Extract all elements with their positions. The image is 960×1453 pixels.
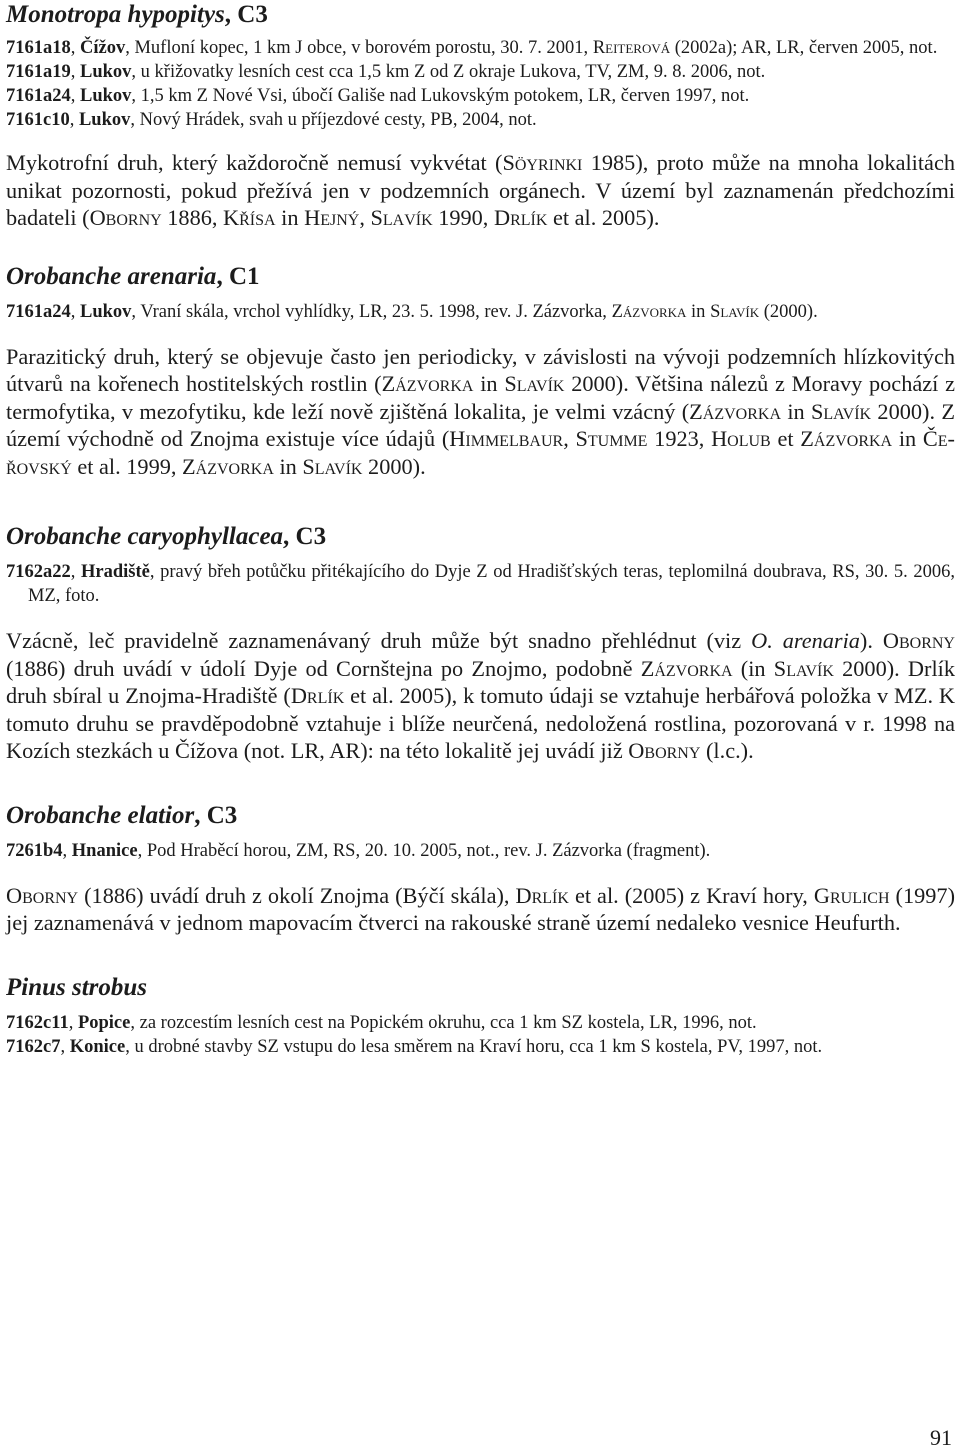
record-code: 7162a22 [6,562,71,582]
record: 7162a22, Hradiště, pravý břeh potůčku přitékajícího do Dyje Z od Hradišťských teras, teplomilná doubrava, RS, 30. 5. 2006, MZ, foto. [6,562,956,606]
text-run: 1923, [647,426,712,451]
record-place: Popice [77,1012,131,1033]
author-name: Slavík [370,205,433,230]
author-name: Zázvorka [640,655,733,681]
record-text: , Nový Hrádek, svah u příjezdové cesty, PB, 2004, not. [130,110,537,130]
species-name: Orobanche caryophyllacea [6,523,284,550]
record-code: 7162c7 [6,1036,61,1057]
text-run: (1997) jej zaznamenává v jednom mapovacím čtverci na rakouské straně území nedaleko vesnice Heufurth. [6,882,955,935]
body-paragraph [6,627,955,765]
text-run: 2000). Většina nálezů z Moravy pochází z termofytika, v mezofytiku, kde leží nově zjištěná lokalita, je velmi vzácný ( [6,371,955,424]
author-name: Slavík [710,301,760,322]
species-category: , C1 [216,262,260,290]
record-text: , 1,5 km Z Nové Vsi, úbočí Gališe nad Lukovským potokem, LR, červen 1997, not. [131,86,750,106]
text-run: (in [732,655,774,681]
author-name: Oborny [628,738,701,763]
record: 7161c10, Lukov, Nový Hrádek, svah u příjezdové cesty, PB, 2004, not. [6,110,537,130]
text-run: in [892,426,923,451]
record-place: Čížov [80,38,126,58]
text-run: ). [859,628,883,653]
author-name: Oborny [882,628,955,653]
record-code: 7161a19 [6,62,71,82]
author-name: Himmelbaur [449,426,564,451]
record: 7162c7, Konice, u drobné stavby SZ vstupu do lesa směrem na Kraví horu, cca 1 km S kostela, PV, 1997, not. [6,1036,823,1057]
record-text: , Vraní skála, vrchol vyhlídky, LR, 23. 5. 1998, rev. J. Zázvorka, [131,301,612,322]
text-run: in [275,205,305,230]
record-code: 7161a24 [6,301,71,322]
record-text: (2000). [759,301,818,322]
body-paragraph [6,149,955,232]
record-code: 7161a24 [6,86,71,106]
record-place: Hradiště [81,562,150,582]
record-place: Lukov [80,301,132,322]
text-run: Parazitický druh, který se objevuje často jen periodicky, v závislosti na vývoji podzemních hlízkovitých útvarů na kořenech hostitelských rostlin ( [6,343,955,396]
author-name: Drlík [290,683,345,708]
species-name: Pinus strobus [6,973,148,1001]
species-category: , C3 [194,801,238,829]
record-code: 7261b4 [6,840,63,861]
record-place: Lukov [80,86,132,106]
record: 7161a19, Lukov, u křižovatky lesních cest cca 1,5 km Z od Z okraje Lukova, TV, ZM, 9. 8. 2006, not. [6,62,766,82]
record: 7162c11, Popice, za rozcestím lesních cest na Popickém okruhu, cca 1 km SZ kostela, LR, 1996, not. [6,1012,757,1033]
body-paragraph [6,343,955,481]
author-name: Křísa [223,205,276,230]
author-name: Hejný [304,205,360,230]
record-text: , Pod Hraběcí horou, ZM, RS, 20. 10. 2005, not., rev. J. Zázvorka (fragment). [137,840,711,861]
text-run: 2000). [362,453,426,479]
author-name: Zázvorka [800,426,893,451]
text-run: et al. 2005), k tomuto údaji se vztahuje herbářová položka v MZ. K tomuto druhu se pravděpodobně vztahuje i blíže neurčená, nedoložená rostlina, pozorovaná v r. 1998 na Kozích stezkách u Čížova (not. LR, AR): na této lokalitě jej uvádí již [6,683,955,763]
record-place: Lukov [78,110,131,130]
author-name: Stumme [575,426,648,451]
species-heading [6,801,955,831]
author-name: Grulich [813,882,890,908]
species-category: , C3 [224,1,268,28]
author-name: Oborny [6,882,79,908]
text-run: et [770,426,801,451]
text-run: in [781,398,811,424]
record-code: 7161a18 [6,38,71,58]
text-run: et al. 1999, [71,453,183,479]
species-heading [6,973,955,1003]
record-place: Hnanice [71,840,138,861]
author-name: Zázvorka [381,371,474,396]
record-place: Konice [69,1036,126,1057]
species-name: Orobanche arenaria [6,262,217,290]
text-run: in [273,453,303,479]
record-text: , Mufloní kopec, 1 km J obce, v borovém porostu, 30. 7. 2001, [125,38,593,58]
species-heading [6,522,955,552]
page-number: 91 [930,1425,952,1450]
text-run: (1886) druh uvádí v údolí Dyje od Cornštejna po Znojmo, podobně [6,655,641,681]
record-text: , za rozcestím lesních cest na Popickém okruhu, cca 1 km SZ kostela, LR, 1996, not. [130,1012,757,1033]
text-run: (l.c.). [700,738,754,763]
species-heading [6,262,955,292]
text-run: , [563,426,576,451]
author-name: Slavík [773,655,834,681]
record-list [6,36,955,132]
record: 7161a24, Lukov, 1,5 km Z Nové Vsi, úbočí Gališe nad Lukovským potokem, LR, červen 1997, not. [6,86,750,106]
text-run: 2000). Z území východně od Znojma existuje více údajů ( [6,398,955,451]
species-ref: O. arenaria [751,628,860,653]
text-run: Mykotrofní druh, který každoročně nemusí vykvétat ( [6,150,503,175]
author-name: Zázvorka [611,301,687,322]
record: 7161a24, Lukov, Vraní skála, vrchol vyhlídky, LR, 23. 5. 1998, rev. J. Zázvorka, Zázvorka in Slavík (2000). [6,301,818,322]
text-run: 2000). Drlík druh sbíral u Znojma-Hradiště ( [6,655,956,708]
text-run: , [359,205,371,230]
author-name: Oborny [89,205,162,230]
record-text: , pravý břeh potůčku přitékajícího do Dyje Z od Hradišťských teras, teplomilná doubrava, RS, 30. 5. 2006, MZ, foto. [28,562,956,606]
species-name: Orobanche elatior [6,801,195,829]
record-text: in [686,301,711,322]
record-place: Lukov [80,62,132,82]
author-name: Slavík [302,453,363,479]
record-code: 7161c10 [6,110,70,130]
author-name: Drlík [515,882,569,908]
record: 7161a18, Čížov, Mufloní kopec, 1 km J obce, v borovém porostu, 30. 7. 2001, Reiterová (2002a); AR, LR, červen 2005, not. [6,38,938,58]
author-name: Slavík [504,371,565,396]
author-name: Zázvorka [689,398,781,424]
species-heading [6,0,955,30]
body-paragraph [6,882,955,937]
text-run: (1886) uvádí druh z okolí Znojma (Býčí skála), [78,882,516,908]
document-page [6,0,955,1059]
record-author: Reiterová [592,38,671,58]
record-text: , u křižovatky lesních cest cca 1,5 km Z od Z okraje Lukova, TV, ZM, 9. 8. 2006, not. [131,62,766,82]
species-category: , C3 [283,523,327,550]
record-code: 7162c11 [6,1012,69,1033]
author-name: Slavík [811,398,872,424]
text-run: et al. (2005) z Kraví hory, [568,882,814,908]
text-run: 1990, [432,205,494,230]
text-run: et al. 2005). [547,205,660,230]
text-run: Vzácně, leč pravidelně zaznamenávaný druh může být snadno přehlédnut (viz [6,628,752,653]
author-name: Čeřovský [6,426,955,479]
author-name: Söyrinki [502,150,583,175]
author-name: Drlík [493,205,548,230]
record-text-tail: (2002a); AR, LR, červen 2005, not. [670,38,938,58]
record-text: , u drobné stavby SZ vstupu do lesa směrem na Kraví horu, cca 1 km S kostela, PV, 1997, not. [125,1036,823,1057]
text-run: in [473,371,505,396]
author-name: Zázvorka [182,453,274,479]
text-run: 1985), proto může na mnoha lokalitách unikat pozornosti, pokud přežívá jen v podzemních orgánech. V území byl zaznamenán předchozími badateli ( [6,150,955,230]
author-name: Holub [711,426,771,451]
species-name: Monotropa hypopitys [6,1,225,28]
text-run: 1886, [161,205,224,230]
record: 7261b4, Hnanice, Pod Hraběcí horou, ZM, RS, 20. 10. 2005, not., rev. J. Zázvorka (fragment). [6,840,711,861]
